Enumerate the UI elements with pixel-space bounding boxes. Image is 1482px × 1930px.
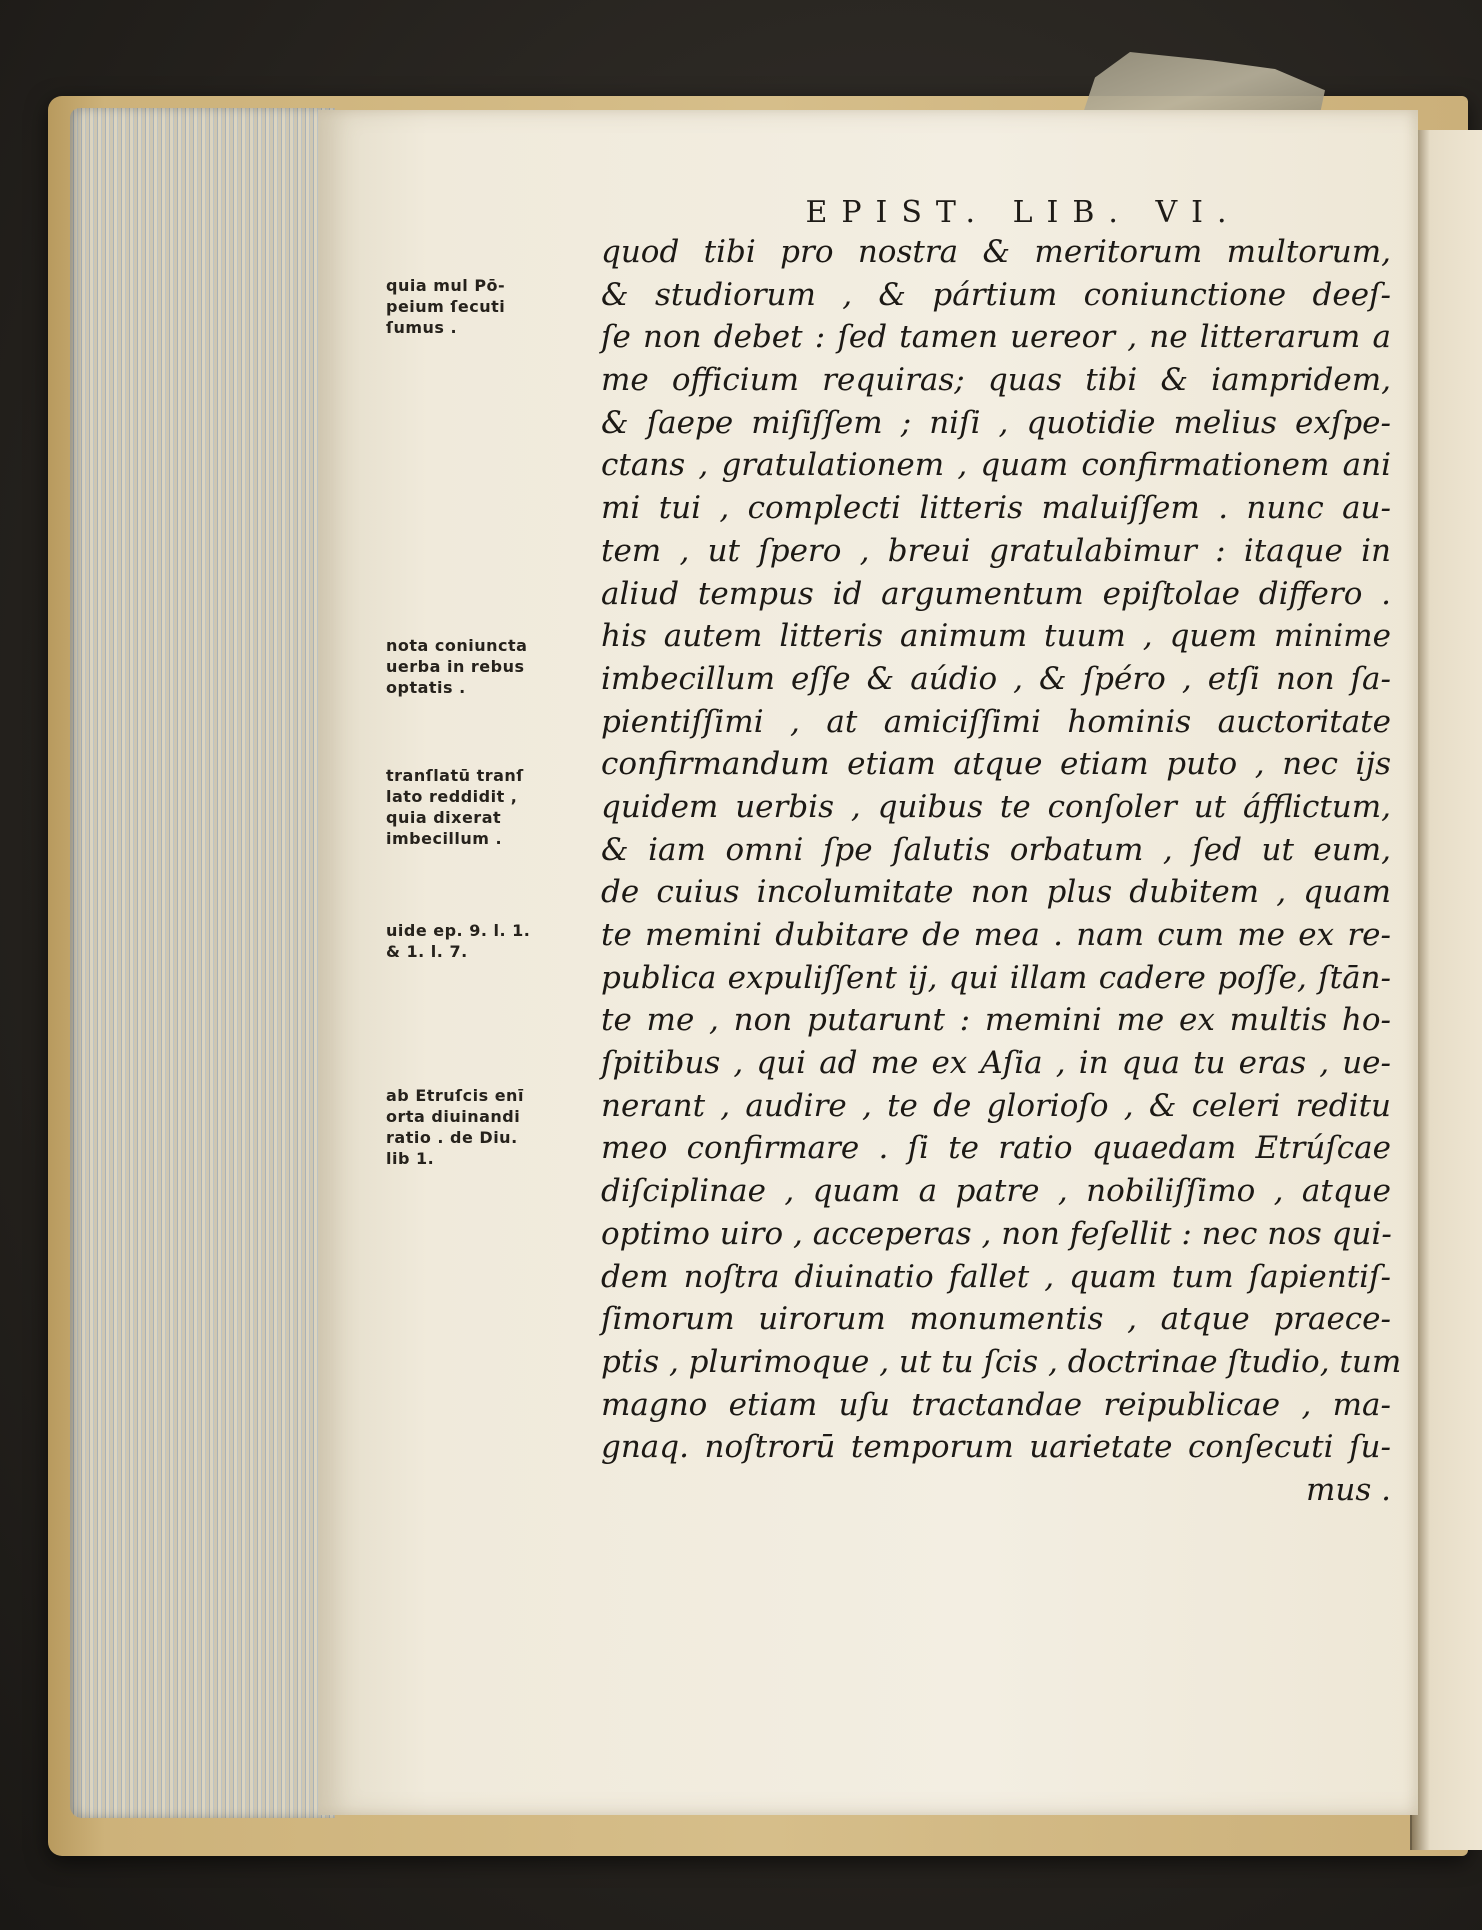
text-line: confirmandum etiam atque etiam puto , nec ijs bbox=[601, 746, 1391, 783]
text-line: de cuius incolumitate non plus dubitem , quam bbox=[601, 874, 1391, 911]
marginal-note-line: orta diuinandi bbox=[386, 1107, 521, 1126]
marginal-note-line: ſumus . bbox=[386, 318, 458, 337]
marginal-note-line: tranſlatū tranſ bbox=[386, 766, 524, 785]
text-line: pientiſſimi , at amiciſſimi hominis auctoritate bbox=[601, 703, 1391, 740]
marginal-note-line: ab Etruſcis enī bbox=[386, 1086, 524, 1105]
text-line: ſe non debet : ſed tamen uereor , ne litterarum a bbox=[601, 319, 1391, 356]
text-line: mus . bbox=[1306, 1471, 1391, 1508]
marginal-note bbox=[386, 275, 551, 338]
text-line: & iam omni ſpe ſalutis orbatum , ſed ut eum, bbox=[601, 831, 1391, 868]
text-line: quod tibi pro nostra & meritorum multorum, bbox=[601, 234, 1391, 270]
text-line: ſimorum uirorum monumentis , atque praece- bbox=[601, 1301, 1391, 1338]
marginal-note-line: quia dixerat bbox=[386, 808, 502, 827]
page-edges-stack bbox=[70, 108, 335, 1818]
marginal-note bbox=[386, 765, 551, 849]
text-line: quidem uerbis , quibus te conſoler ut áfflictum, bbox=[601, 788, 1391, 825]
marginal-note-line: & 1. l. 7. bbox=[386, 942, 468, 961]
text-line: mi tui , complecti litteris maluiſſem . nunc au- bbox=[601, 490, 1391, 527]
main-text-block bbox=[601, 231, 1402, 1512]
text-line: aliud tempus id argumentum epiſtolae differo . bbox=[601, 575, 1391, 612]
text-line: te memini dubitare de mea . nam cum me ex re- bbox=[601, 917, 1391, 953]
text-line: ptis , plurimoque , ut tu ſcis , doctrinae ſtudio, tum bbox=[601, 1343, 1402, 1380]
text-line: & studiorum , & pártium coniunctione deeſ- bbox=[601, 276, 1391, 313]
facing-page-edge bbox=[1410, 130, 1482, 1850]
text-line: publica expuliſſent ij, qui illam cadere poſſe, ſtān- bbox=[601, 959, 1391, 996]
marginal-note-line: imbecillum . bbox=[386, 829, 503, 848]
text-line: imbecillum eſſe & aúdio , & ſpéro , etſi non ſa- bbox=[601, 660, 1391, 697]
marginal-note bbox=[386, 1085, 551, 1169]
text-line: meo confirmare . ſi te ratio quaedam Etrúſcae bbox=[601, 1130, 1391, 1167]
marginal-note-line: peium ſecuti bbox=[386, 297, 506, 316]
text-line: magno etiam uſu tractandae reipublicae , ma- bbox=[601, 1386, 1391, 1423]
text-line: ſpitibus , qui ad me ex Aſia , in qua tu eras , ue- bbox=[601, 1045, 1391, 1082]
text-line: gnaq. noſtrorū temporum uarietate conſecuti ſu- bbox=[601, 1429, 1391, 1466]
marginal-note-line: optatis . bbox=[386, 678, 466, 697]
text-line: nerant , audire , te de glorioſo , & celeri reditu bbox=[601, 1087, 1391, 1124]
marginal-note-line: quia mul Pō- bbox=[386, 276, 506, 295]
marginal-note-line: nota coniuncta bbox=[386, 636, 528, 655]
text-line: ctans , gratulationem , quam confirmationem ani bbox=[601, 447, 1391, 484]
marginal-note-line: uerba in rebus bbox=[386, 657, 525, 676]
marginal-note bbox=[386, 920, 551, 962]
marginal-note-line: uide ep. 9. l. 1. bbox=[386, 921, 531, 940]
marginal-note-line: lato reddidit , bbox=[386, 787, 518, 806]
text-line: his autem litteris animum tuum , quem minime bbox=[601, 618, 1391, 655]
text-line: te me , non putarunt : memini me ex multis ho- bbox=[601, 1002, 1391, 1039]
text-line: me officium requiras; quas tibi & iampridem, bbox=[601, 362, 1391, 399]
text-line: tem , ut ſpero , breui gratulabimur : itaque in bbox=[601, 532, 1391, 569]
text-line: & ſaepe miſiſſem ; niſi , quotidie melius exſpe- bbox=[601, 404, 1391, 441]
book-page bbox=[318, 110, 1418, 1815]
marginal-note bbox=[386, 635, 551, 698]
running-head: EPIST. LIB. VI. bbox=[805, 195, 1241, 230]
text-line: diſciplinae , quam a patre , nobiliſſimo , atque bbox=[601, 1173, 1391, 1210]
marginal-note-line: lib 1. bbox=[386, 1149, 435, 1168]
marginal-note-line: ratio . de Diu. bbox=[386, 1128, 518, 1147]
text-line: optimo uiro , acceperas , non feſellit : nec nos qui- bbox=[601, 1215, 1392, 1252]
text-line: dem noſtra diuinatio fallet , quam tum ſapientiſ- bbox=[601, 1258, 1391, 1295]
